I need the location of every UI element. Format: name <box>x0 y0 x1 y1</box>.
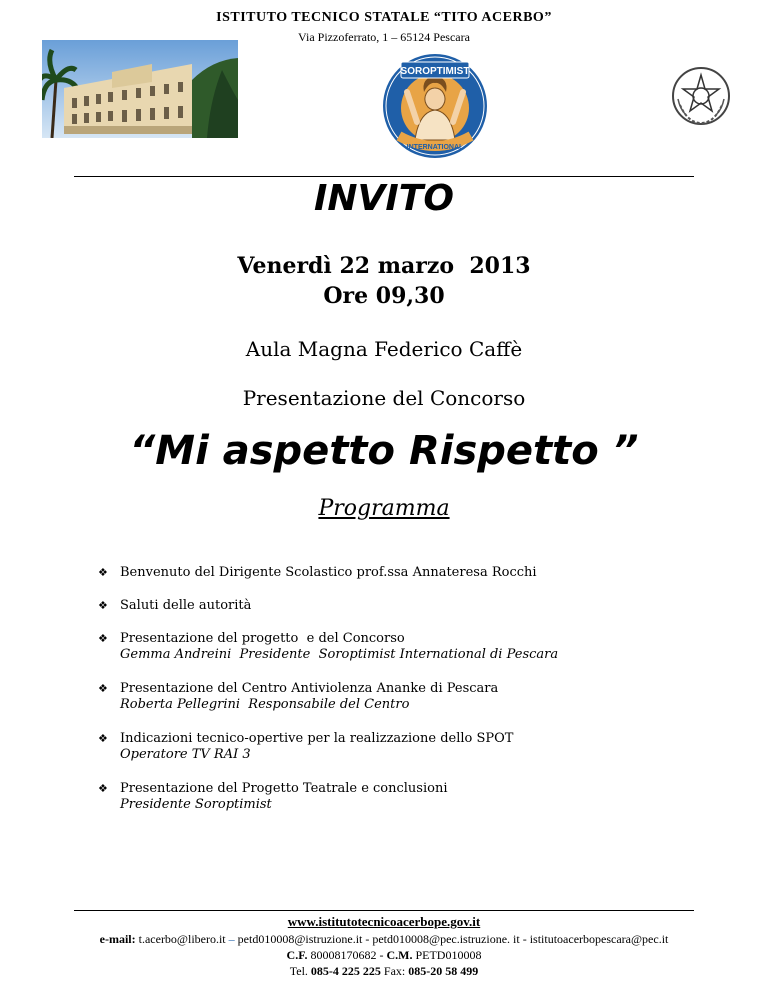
italian-republic-emblem <box>670 65 732 127</box>
footer-codes-line: C.F. 80008170682 - C.M. PETD010008 <box>286 948 482 962</box>
programme-item-text: Benvenuto del Dirigente Scolastico prof.ssa Annateresa Rocchi <box>120 565 537 580</box>
diamond-bullet-icon: ❖ <box>98 566 108 579</box>
fax-label: Fax: <box>383 964 406 978</box>
email-separator: – <box>228 932 235 946</box>
email-others[interactable]: petd010008@istruzione.it - petd010008@pec.istruzione. it - istitutoacerbopescara@pec.it <box>237 932 669 946</box>
header-divider <box>74 176 694 177</box>
fax-value: 085-20 58 499 <box>408 964 479 978</box>
diamond-bullet-icon: ❖ <box>98 599 108 612</box>
soroptimist-logo <box>381 52 489 160</box>
diamond-bullet-icon: ❖ <box>98 782 108 795</box>
programme-item <box>98 598 738 614</box>
email-primary[interactable]: t.acerbo@libero.it <box>138 932 226 946</box>
footer-phone-line <box>0 964 768 979</box>
programme-heading <box>0 496 768 521</box>
programme-item-speaker: Operatore TV RAI 3 <box>120 747 251 762</box>
programme-item <box>98 631 738 663</box>
programme-item-text: Indicazioni tecnico-opertive per la realizzazione dello SPOT <box>120 731 514 746</box>
school-address: Via Pizzoferrato, 1 – 65124 Pescara <box>298 30 470 44</box>
school-building-photo <box>42 40 238 138</box>
programme-label: Programma <box>318 496 450 521</box>
diamond-bullet-icon: ❖ <box>98 682 108 695</box>
contest-name: “Mi aspetto Rispetto ” <box>129 428 639 474</box>
event-time: Ore 09,30 <box>323 283 445 309</box>
invitation-title: INVITO <box>314 178 454 219</box>
website-link[interactable]: www.istitutotecnicoacerbope.gov.it <box>287 914 481 929</box>
diamond-bullet-icon: ❖ <box>98 632 108 645</box>
logo-top-text: SOROPTIMIST <box>400 66 470 77</box>
diamond-bullet-icon: ❖ <box>98 732 108 745</box>
programme-item <box>98 781 738 813</box>
cm-label: C.M. <box>386 948 413 962</box>
email-label: e-mail: <box>99 932 136 946</box>
programme-item <box>98 565 738 581</box>
contest-intro: Presentazione del Concorso <box>242 386 526 410</box>
programme-item-speaker: Presidente Soroptimist <box>120 797 272 812</box>
footer-email-line <box>0 932 768 947</box>
tel-label: Tel. <box>289 964 308 978</box>
programme-item <box>98 731 738 763</box>
footer-divider <box>74 910 694 911</box>
logo-bottom-text: INTERNATIONAL <box>406 144 464 151</box>
cf-label: C.F. <box>286 948 308 962</box>
cm-value: PETD010008 <box>415 948 482 962</box>
event-venue: Aula Magna Federico Caffè <box>245 337 523 361</box>
programme-item-speaker: Roberta Pellegrini Responsabile del Centro <box>120 697 410 712</box>
programme-item-text: Presentazione del Centro Antiviolenza Ananke di Pescara <box>120 681 499 696</box>
programme-item-text: Presentazione del progetto e del Concorso <box>120 631 405 646</box>
programme-item-text: Saluti delle autorità <box>120 598 252 613</box>
programme-item-speaker: Gemma Andreini Presidente Soroptimist International di Pescara <box>120 647 559 662</box>
tel-value: 085-4 225 225 <box>310 964 381 978</box>
cf-value: 80008170682 <box>310 948 377 962</box>
footer-website-line <box>0 914 768 930</box>
programme-item-text: Presentazione del Progetto Teatrale e conclusioni <box>120 781 448 796</box>
programme-item <box>98 681 738 713</box>
event-date: Venerdì 22 marzo 2013 <box>237 253 531 279</box>
school-name: ISTITUTO TECNICO STATALE “TITO ACERBO” <box>216 10 552 25</box>
